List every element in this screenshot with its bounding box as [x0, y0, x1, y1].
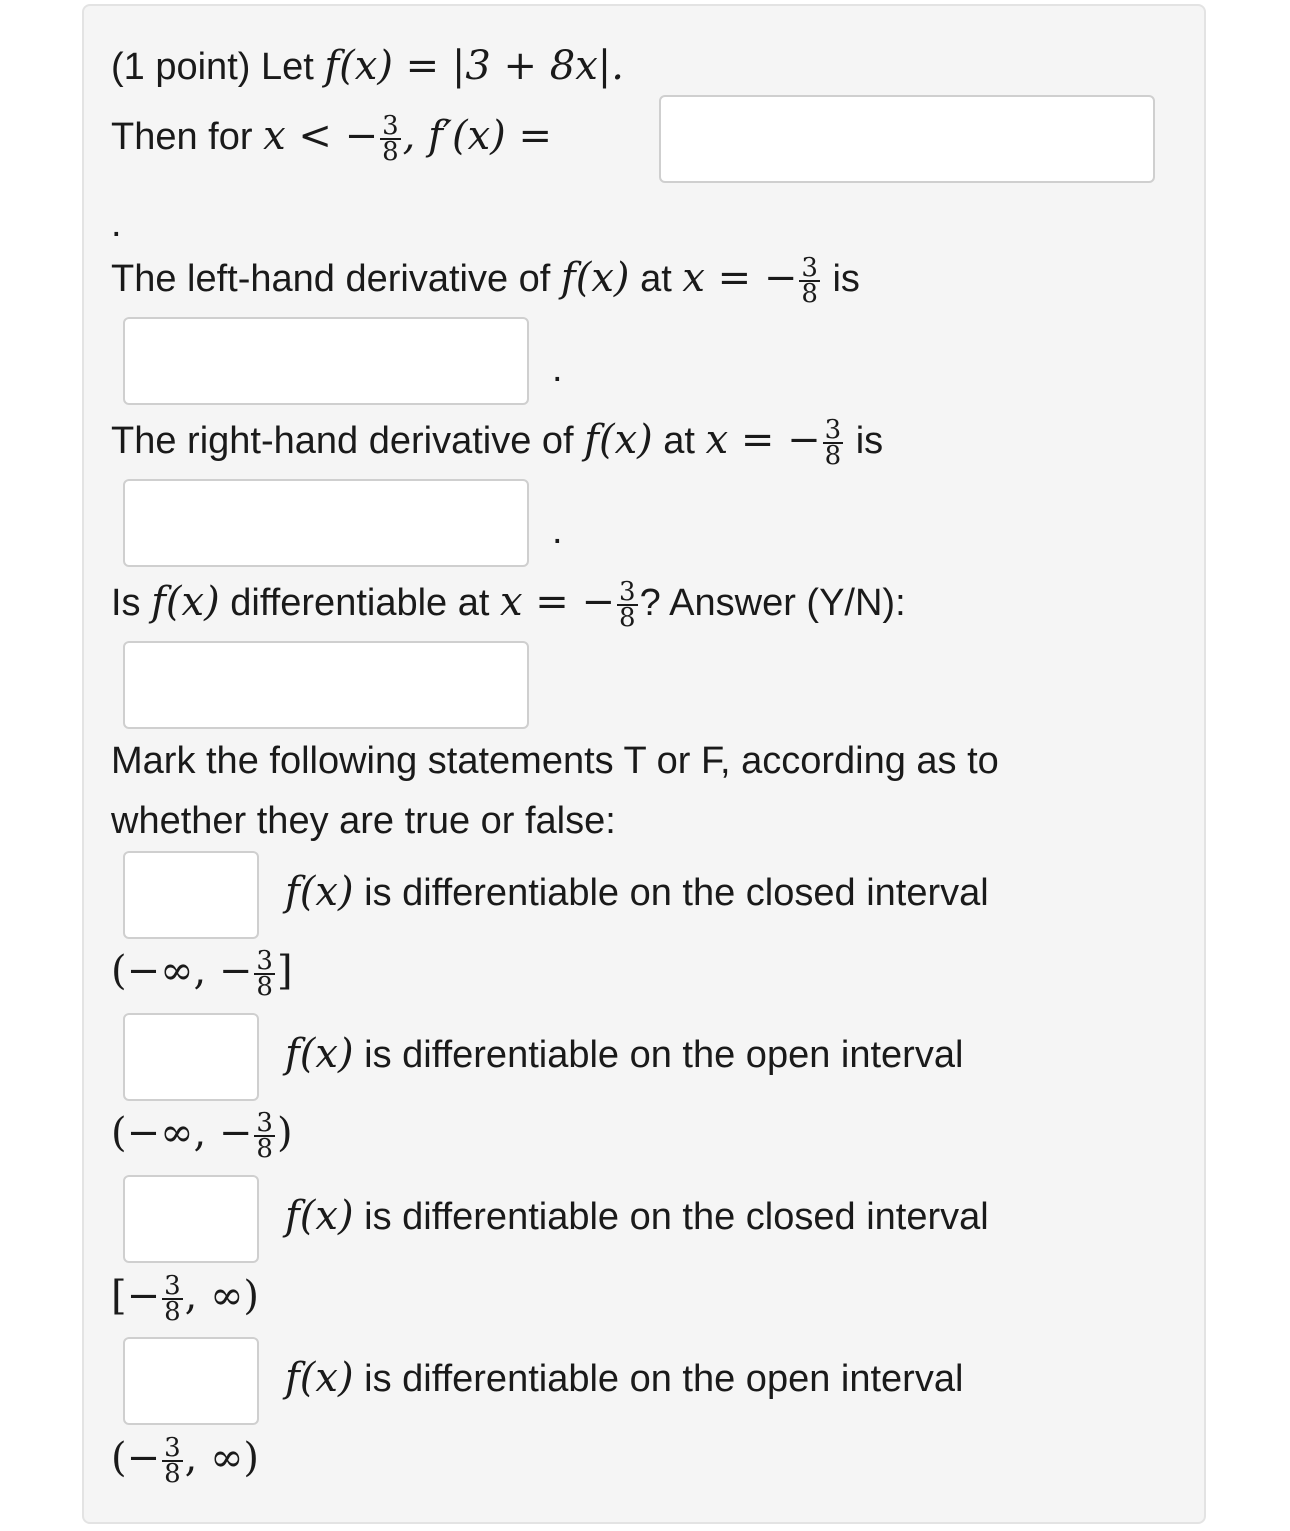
derivative-prompt [111, 110, 552, 167]
period: . [552, 510, 563, 552]
right-derivative-input[interactable] [123, 479, 529, 567]
fraction-critical: $\frac{3}{8}$ [824, 414, 842, 471]
fraction-critical: $\frac{3}{8}$ [164, 1271, 181, 1327]
interval-open: [− [111, 1273, 161, 1319]
statement-text: is differentiable on the open interval [364, 1034, 964, 1076]
fprime-answer-input[interactable] [659, 95, 1155, 183]
fraction-critical: $\frac{3}{8}$ [801, 252, 818, 309]
statement-3 [285, 1192, 989, 1241]
points-label: (1 point) [111, 46, 251, 88]
differentiable-prompt [111, 576, 906, 633]
interval-open: (−∞, − [111, 948, 253, 994]
interval-close: , ∞) [184, 1435, 260, 1481]
tf-input-1[interactable] [123, 851, 259, 939]
interval-close: ] [276, 948, 293, 994]
x-less-than: x < − [263, 113, 379, 159]
differentiable-at-text: differentiable at [230, 582, 490, 624]
interval-close: ) [276, 1110, 293, 1156]
statement-text: is differentiable on the closed interval [364, 872, 989, 914]
interval-4 [111, 1433, 260, 1489]
statement-text: is differentiable on the open interval [364, 1358, 964, 1400]
interval-close: , ∞) [184, 1273, 260, 1319]
right-derivative-prompt [111, 414, 884, 471]
tf-instructions-line2: whether they are true or false: [111, 800, 616, 842]
statement-2 [285, 1030, 963, 1079]
period: . [552, 348, 563, 390]
right-fx: f(x) [584, 417, 653, 463]
right-derivative-prefix: The right-hand derivative of [111, 420, 574, 462]
is-text: Is [111, 582, 141, 624]
right-x-eq: x = − [705, 417, 821, 463]
left-derivative-input[interactable] [123, 317, 529, 405]
statement-1 [285, 868, 989, 917]
interval-open: (− [111, 1435, 161, 1481]
problem-statement [111, 42, 624, 91]
interval-open: (−∞, − [111, 1110, 253, 1156]
fraction-critical: $\frac{3}{8}$ [619, 576, 636, 633]
period: . [111, 203, 122, 245]
tf-input-4[interactable] [123, 1337, 259, 1425]
right-is: is [855, 420, 884, 462]
interval-3 [111, 1271, 260, 1327]
fprime-label: , f′(x) = [402, 113, 552, 159]
diff-fx: f(x) [151, 579, 220, 625]
statement-fx: f(x) [285, 869, 354, 915]
statement-fx: f(x) [285, 1355, 354, 1401]
left-is: is [832, 258, 860, 300]
left-fx: f(x) [560, 255, 630, 301]
let-text: Let [260, 46, 314, 88]
left-derivative-prefix: The left-hand derivative of [111, 258, 551, 300]
right-at: at [663, 420, 695, 462]
tf-input-3[interactable] [123, 1175, 259, 1263]
fraction-critical: $\frac{3}{8}$ [164, 1433, 181, 1489]
tf-instructions-line1: Mark the following statements T or F, according as to [111, 740, 999, 782]
tf-input-2[interactable] [123, 1013, 259, 1101]
diff-x-eq: x = − [499, 579, 616, 625]
statement-text: is differentiable on the closed interval [364, 1196, 989, 1238]
then-text: Then for [111, 116, 253, 158]
interval-2 [111, 1108, 293, 1164]
left-derivative-prompt [111, 252, 860, 309]
fraction-critical: $\frac{3}{8}$ [256, 946, 273, 1002]
fraction-critical: $\frac{3}{8}$ [256, 1108, 273, 1164]
answer-yn-label: ? Answer (Y/N): [639, 582, 906, 624]
interval-1 [111, 946, 293, 1002]
function-definition: f(x) = |3 + 8x|. [324, 43, 624, 89]
statement-fx: f(x) [285, 1193, 354, 1239]
fraction-critical: $\frac{3}{8}$ [382, 110, 399, 167]
statement-fx: f(x) [285, 1031, 354, 1077]
left-x-eq: x = − [682, 255, 798, 301]
left-at: at [640, 258, 672, 300]
statement-4 [285, 1354, 963, 1403]
yn-answer-input[interactable] [123, 641, 529, 729]
